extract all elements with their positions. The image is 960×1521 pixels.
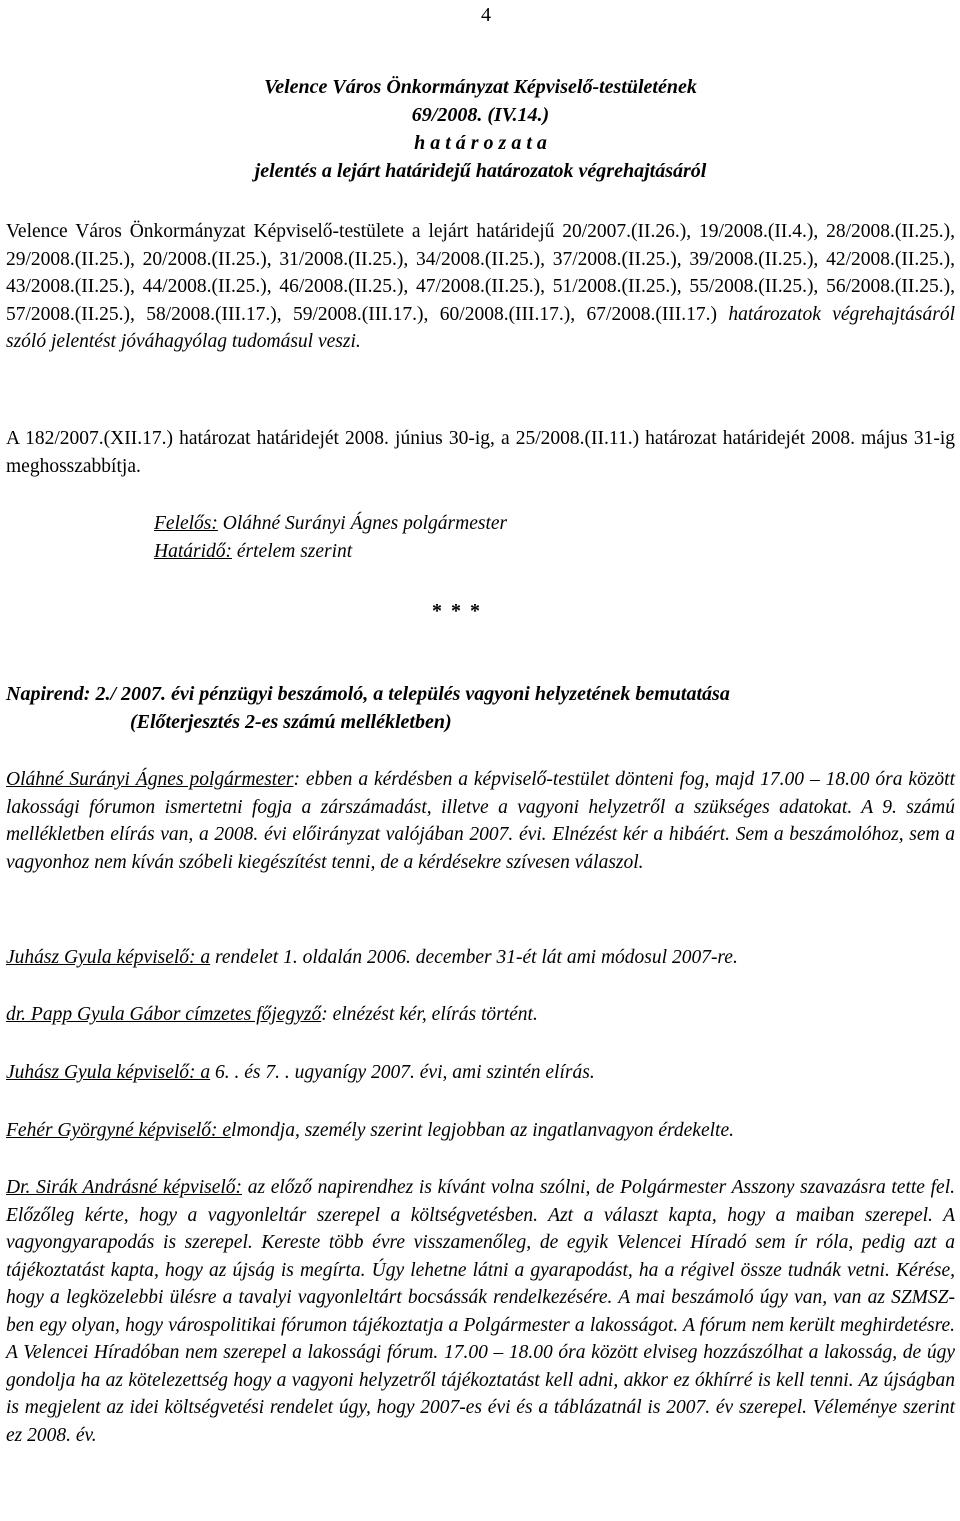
agenda-line-2: (Előterjesztés 2-es számú mellékletben) <box>130 710 452 733</box>
page-number: 4 <box>481 4 491 26</box>
speech-text: lmondja, személy szerint legjobban az ingatlanvagyon érdekelte. <box>231 1120 734 1141</box>
speech-text: 6. . és 7. . ugyanígy 2007. évi, ami szintén elírás. <box>210 1062 595 1083</box>
speech-text: rendelet 1. oldalán 2006. december 31-ét lát ami módosul 2007-re. <box>210 947 738 968</box>
speaker-name: Juhász Gyula képviselő: a <box>6 947 211 968</box>
paragraph-juhasz-2 <box>6 1059 955 1087</box>
resolution-heading <box>6 73 955 185</box>
responsible-line <box>154 510 507 538</box>
speaker-name: Dr. Sirák Andrásné képviselő: <box>6 1177 243 1198</box>
heading-line-3: h a t á r o z a t a <box>414 132 547 154</box>
resolution-text-italic: határozatok végrehajtásáról szóló jelentést jóváhagyólag tudomásul veszi. <box>6 303 955 352</box>
agenda-line-1: Napirend: 2./ 2007. évi pénzügyi beszámoló, a település vagyoni helyzetének bemutatása <box>6 683 730 705</box>
paragraph-juhasz-1 <box>6 944 955 972</box>
heading-line-1: Velence Város Önkormányzat Képviselő-testületének <box>264 76 697 98</box>
paragraph-feher <box>6 1117 955 1145</box>
responsible-label: Felelős: <box>154 513 218 534</box>
paragraph-papp <box>6 1001 955 1029</box>
speech-text: : ebben a kérdésben a képviselő-testület dönteni fog, majd 17.00 – 18.00 óra között lakossági fórumon ismertetni fogja a zárszámadást, illetve a vagyoni helyzetről a szükséges adatokat. A 9. számú mellékletben elírás van, a 2008. évi előirányzat valójában 2007. évi. Elnézést kér a hibáért. Sem a beszámolóhoz, sem a vagyonhoz nem kíván szóbeli kiegészítést tenni, de a kérdésekre szívesen válaszol. <box>6 769 955 873</box>
responsible-value: Oláhné Surányi Ágnes polgármester <box>217 513 508 534</box>
heading-line-2: 69/2008. (IV.14.) <box>411 104 550 126</box>
speaker-name: dr. Papp Gyula Gábor címzetes főjegyző <box>6 1004 322 1025</box>
deadline-label: Határidő: <box>154 541 232 562</box>
deadline-line <box>154 538 352 566</box>
deadline-value: értelem szerint <box>232 541 353 562</box>
agenda-heading <box>6 681 955 736</box>
separator-stars: * * * <box>432 600 482 622</box>
resolution-extension: A 182/2007.(XII.17.) határozat határidejét 2008. június 30-ig, a 25/2008.(II.11.) határozat határidejét 2008. május 31-ig meghosszabbítja. <box>6 428 955 477</box>
speech-text: az előző napirendhez is kívánt volna szólni, de Polgármester Asszony szavazásra tette fel. Előzőleg kérte, hogy a vagyonleltár szerepel a költségvetésben. Azt a választ kapta, hogy a maiban szerepel. A vagyongyarapodás is szerepel. Kereste több évre visszamenőleg, de egyik Velencei Híradó sem ír róla, pedig azt a tájékoztatást kapta, hogy az újság is megírta. Úgy lehetne látni a gyarapodást, ha a régivel össze tudnák vetni. Kérése, hogy a legközelebbi ülésre a tavalyi vagyonleltárt bocsássák rendelkezésére. A mai beszámoló úgy van, van az SZMSZ-ben egy olyan, hogy várospolitikai fórumon tájékoztatja a Polgármester a lakosságot. A fórum nem került meghirdetésre. A Velencei Híradóban nem szerepel a lakossági fórum. 17.00 – 18.00 óra között elviseg hozzászólhat a lakosság, de úgy gondolja ha az kötelezettség hogy a vagyoni helyzetről tájékoztatást kell adni, akkor ez ókhírré is kell tenni. Az újságban is megjelent az idei költségvetési rendelet úgy, hogy 2007-es évi és a táblázatnál is 2007. év szerepel. Véleménye szerint ez 2008. év. <box>6 1177 955 1446</box>
paragraph-mayor <box>6 766 955 876</box>
resolution-text: Velence Város Önkormányzat Képviselő-testülete a lejárt határidejű 20/2007.(II.26.), 19/2008.(II.4.), 28/2008.(II.25.), 29/2008.(II.25.), 20/2008.(II.25.), 31/2008.(II.25.), 34/2008.(II.25.), 37/2008.(II.25.), 39/2008.(II.25.), 42/2008.(II.25.), 43/2008.(II.25.), 44/2008.(II.25.), 46/2008.(II.25.), 47/2008.(II.25.), 51/2008.(II.25.), 55/2008.(II.25.), 56/2008.(II.25.), 57/2008.(II.25.), 58/2008.(III.17.), 59/2008.(III.17.), 60/2008.(III.17.), 67/2008.(III.17.) <box>6 221 955 325</box>
speaker-name: Oláhné Surányi Ágnes polgármester <box>6 769 294 790</box>
speaker-name: Juhász Gyula képviselő: a <box>6 1062 211 1083</box>
resolution-body <box>6 218 955 356</box>
heading-line-4: jelentés a lejárt határidejű határozatok végrehajtásáról <box>254 160 707 182</box>
speaker-name: Fehér Györgyné képviselő: e <box>6 1120 232 1141</box>
speech-text: : elnézést kér, elírás történt. <box>321 1004 538 1025</box>
paragraph-sirak <box>6 1174 955 1449</box>
